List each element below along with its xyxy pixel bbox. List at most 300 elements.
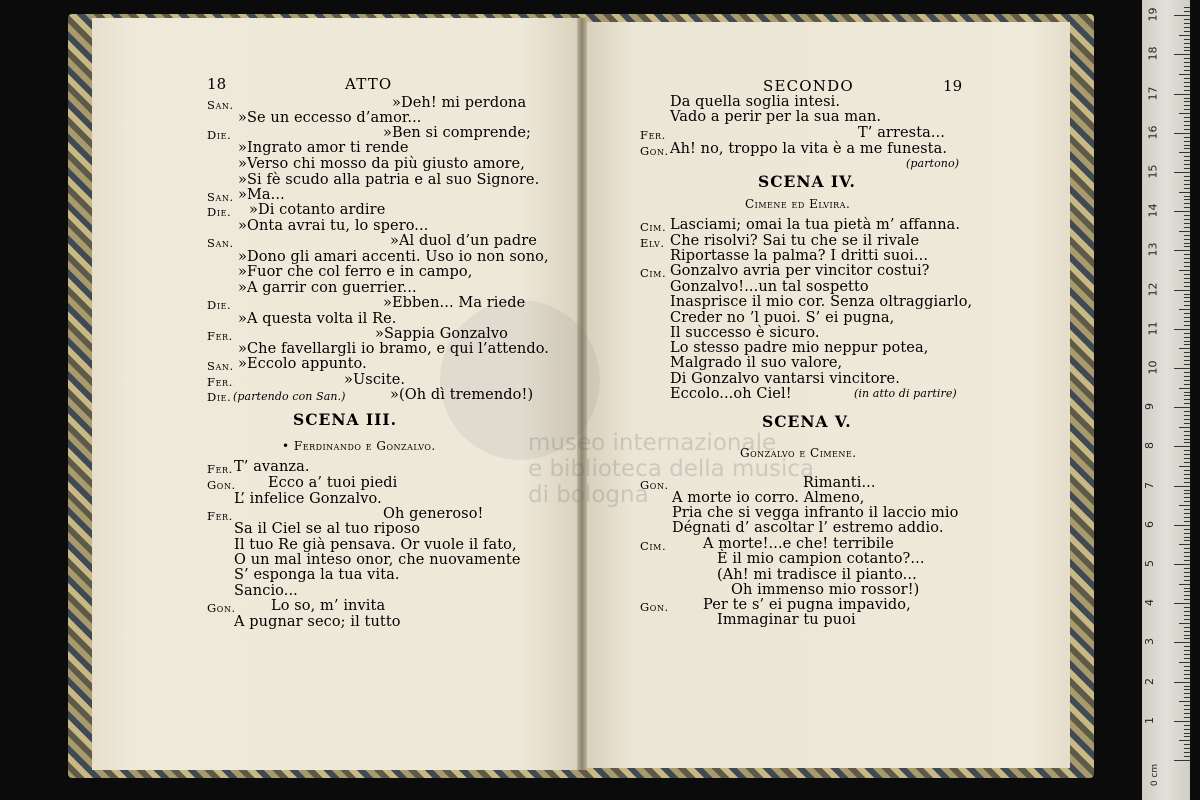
ruler-tick [1184,364,1190,365]
ruler-number: 3 [1143,638,1156,646]
verse-line: »Ingrato amor ti rende [238,140,409,156]
ruler-tick [1184,521,1190,522]
verse-line: Lo so, m’ invita [271,598,386,614]
ruler-number: 2 [1143,677,1156,685]
verse-line: Gonzalvo!...un tal sospetto [670,279,869,295]
ruler-tick [1184,497,1190,498]
ruler-tick [1179,152,1190,153]
ruler-tick [1184,360,1190,361]
verse-line: (Ah! mi tradisce il pianto... [717,567,917,583]
ruler-tick [1184,105,1190,106]
ruler-tick [1184,356,1190,357]
ruler-tick [1184,164,1190,165]
ruler-number: 8 [1143,442,1156,450]
verse-line: Pria che si vegga infranto il laccio mio [672,505,959,521]
measuring-ruler [1142,0,1190,800]
verse-line: »Di cotanto ardire [249,202,386,218]
ruler-tick [1184,317,1190,318]
ruler-number: 19 [1146,7,1160,22]
ruler-tick [1179,348,1190,349]
ruler-tick [1184,490,1190,491]
verse-line: »Fuor che col ferro e in campo, [238,264,473,280]
speaker-label: Cim. [640,220,667,234]
ruler-tick [1184,156,1190,157]
verse-line: »A garrir con guerrier... [238,280,417,296]
ruler-tick [1184,638,1190,639]
verse-line: Per te s’ ei pugna impavido, [703,597,911,613]
ruler-number: 1 [1143,716,1156,724]
ruler-tick [1184,431,1190,432]
verse-line: O un mal inteso onor, che nuovamente [234,552,521,568]
ruler-tick [1179,701,1190,702]
ruler-tick [1184,184,1190,185]
ruler-tick [1174,525,1190,526]
stage-direction: (partono) [906,157,960,170]
ruler-number: 5 [1143,560,1156,567]
ruler-number: 16 [1146,125,1160,140]
speaker-label: Gon. [640,144,669,158]
verse-line: Riportasse la palma? I dritti suoi... [670,248,929,264]
ruler-tick [1184,439,1190,440]
ruler-tick [1184,611,1190,612]
verse-line: »Ben si comprende; [383,125,532,141]
speaker-label: Die. [207,390,232,404]
ruler-tick [1184,39,1190,40]
verse-line: Che risolvi? Sai tu che se il rivale [670,233,920,249]
stage-direction: (partendo con San.) [233,390,346,403]
verse-line: S’ esponga la tua vita. [234,567,400,583]
ruler-tick [1184,540,1190,541]
verse-line: »Uscite. [344,372,406,388]
ruler-tick [1184,686,1190,687]
ruler-tick [1179,505,1190,506]
verse-line: T’ arresta... [858,125,946,141]
ruler-tick [1184,90,1190,91]
ruler-tick [1184,137,1190,138]
ruler-tick [1184,372,1190,373]
verse-line: È il mio campion cotanto?... [717,551,925,567]
ruler-tick [1184,219,1190,220]
ruler-tick [1184,697,1190,698]
ruler-tick [1184,556,1190,557]
scene-cast: Cimene ed Elvira. [745,197,851,211]
ruler-number: 13 [1146,242,1160,257]
ruler-tick [1184,619,1190,620]
verse-line: Ecco a’ tuoi piedi [268,475,398,491]
verse-line: Da quella soglia intesi. [670,94,841,110]
verse-line: Gonzalvo avria per vincitor costui? [670,263,930,279]
ruler-tick [1184,19,1190,20]
ruler-tick [1179,740,1190,741]
ruler-number: 17 [1146,86,1160,101]
ruler-tick [1179,270,1190,271]
ruler-tick [1184,482,1190,483]
watermark-line: museo internazionale [528,430,777,456]
ruler-tick [1184,243,1190,244]
ruler-tick [1184,627,1190,628]
ruler-tick [1184,736,1190,737]
ruler-tick [1184,572,1190,573]
verse-line: Il tuo Re già pensava. Or vuole il fato, [234,537,517,553]
verse-line: »Verso chi mosso da più giusto amore, [238,156,525,172]
ruler-tick [1184,86,1190,87]
ruler-tick [1174,211,1190,212]
verse-line: A pugnar seco; il tutto [234,614,401,630]
ruler-tick [1179,231,1190,232]
ruler-tick [1184,654,1190,655]
ruler-tick [1179,544,1190,545]
ruler-tick [1184,729,1190,730]
ruler-tick [1179,662,1190,663]
ruler-tick [1184,27,1190,28]
verse-line: »(Oh dì tremendo!) [390,387,534,403]
ruler-tick [1184,266,1190,267]
ruler-tick [1184,537,1190,538]
ruler-tick [1184,141,1190,142]
speaker-label: San. [207,98,234,112]
ruler-tick [1179,192,1190,193]
ruler-tick [1184,254,1190,255]
ruler-tick [1174,172,1190,173]
verse-line: Ah! no, troppo la vita è a me funesta. [670,141,948,157]
ruler-tick [1184,713,1190,714]
verse-line: »Eccolo appunto. [238,356,367,372]
verse-line: Malgrado il suo valore, [670,355,843,371]
ruler-tick [1184,168,1190,169]
ruler-number: 14 [1146,203,1160,218]
ruler-tick [1184,160,1190,161]
speaker-label: Fer. [207,462,233,476]
ruler-tick [1184,423,1190,424]
ruler-tick [1184,82,1190,83]
ruler-tick [1184,658,1190,659]
speaker-label: Gon. [640,600,669,614]
ruler-tick [1179,74,1190,75]
speaker-label: Gon. [640,478,669,492]
ruler-number: 9 [1143,403,1156,411]
ruler-tick [1184,78,1190,79]
speaker-label: Fer. [207,509,233,523]
verse-line: »Al duol d’un padre [390,233,537,249]
ruler-tick [1184,98,1190,99]
ruler-tick [1184,392,1190,393]
scene-cast: Gonzalvo e Cimene. [740,446,857,460]
scene-title: SCENA V. [762,412,852,431]
speaker-label: Gon. [207,601,236,615]
verse-line: »Deh! mi perdona [392,95,527,111]
ruler-tick [1184,239,1190,240]
verse-line: »Sappia Gonzalvo [375,326,508,342]
ruler-tick [1184,615,1190,616]
speaker-label: San. [207,236,234,250]
ruler-tick [1184,709,1190,710]
ruler-tick [1184,294,1190,295]
ruler-tick [1184,646,1190,647]
verse-line: Creder no ’l puoi. S’ ei pugna, [670,310,895,326]
verse-line: Sa il Ciel se al tuo riposo [234,521,421,537]
ruler-tick [1184,744,1190,745]
verse-line: Il successo è sicuro. [670,325,820,341]
page-number: 18 [207,75,227,93]
ruler-tick [1184,148,1190,149]
ruler-tick [1184,395,1190,396]
ruler-tick [1184,599,1190,600]
ruler-tick [1184,227,1190,228]
ruler-tick [1184,117,1190,118]
ruler-tick [1184,341,1190,342]
verse-line: Sancio... [234,583,298,599]
verse-line: »Onta avrai tu, lo spero... [238,218,429,234]
verse-line: A morte io corro. Almeno, [672,490,865,506]
ruler-tick [1184,376,1190,377]
ruler-tick [1184,650,1190,651]
ruler-tick [1184,580,1190,581]
ruler-tick [1184,101,1190,102]
ruler-tick [1179,388,1190,389]
ruler-tick [1174,133,1190,134]
ruler-tick [1184,560,1190,561]
ruler-tick [1174,329,1190,330]
speaker-label: Elv. [640,236,665,250]
ruler-tick [1174,250,1190,251]
ruler-tick [1184,666,1190,667]
running-head: ATTO [345,75,393,93]
ruler-number: 12 [1146,282,1160,297]
ruler-tick [1184,321,1190,322]
ruler-tick [1184,635,1190,636]
ruler-tick [1184,203,1190,204]
ruler-tick [1184,246,1190,247]
ruler-tick [1184,352,1190,353]
ruler-number: 10 [1146,360,1160,375]
ruler-number: 4 [1143,599,1156,607]
verse-line: Oh generoso! [383,506,484,522]
ruler-tick [1184,11,1190,12]
ruler-tick [1174,54,1190,55]
ruler-tick [1184,674,1190,675]
ruler-tick [1184,756,1190,757]
ruler-tick [1179,623,1190,624]
ruler-tick [1184,215,1190,216]
ruler-tick [1184,454,1190,455]
watermark-line: di bologna [528,482,649,508]
verse-line: Rimanti... [803,475,876,491]
ruler-unit: 0 cm [1150,763,1161,787]
ruler-tick [1184,7,1190,8]
ruler-tick [1184,109,1190,110]
verse-line: A morte!...e che! terribile [703,536,894,552]
ruler-tick [1184,399,1190,400]
ruler-number: 7 [1143,481,1156,489]
ruler-tick [1174,15,1190,16]
ruler-tick [1184,474,1190,475]
speaker-label: Fer. [207,329,233,343]
ruler-tick [1174,760,1190,761]
ruler-tick [1184,223,1190,224]
ruler-tick [1184,517,1190,518]
ruler-tick [1184,333,1190,334]
ruler-tick [1179,584,1190,585]
verse-line: »Ma... [238,187,285,203]
ruler-tick [1184,58,1190,59]
ruler-tick [1184,552,1190,553]
ruler-tick [1184,670,1190,671]
verse-line: Di Gonzalvo vantarsi vincitore. [670,371,900,387]
ruler-tick [1184,509,1190,510]
verse-line: »Che favellargli io bramo, e qui l’attendo. [238,341,550,357]
ruler-tick [1184,733,1190,734]
ruler-tick [1174,407,1190,408]
ruler-number: 6 [1143,520,1156,528]
ruler-tick [1184,419,1190,420]
ruler-tick [1184,403,1190,404]
ruler-tick [1184,43,1190,44]
speaker-label: Gon. [207,478,236,492]
ruler-tick [1184,66,1190,67]
ruler-tick [1184,548,1190,549]
ruler-tick [1179,466,1190,467]
ruler-tick [1184,411,1190,412]
ruler-tick [1184,282,1190,283]
ruler-tick [1184,50,1190,51]
ruler-tick [1184,384,1190,385]
scene-title: SCENA III. [293,410,398,429]
ruler-tick [1184,478,1190,479]
ruler-tick [1184,568,1190,569]
speaker-label: Die. [207,205,232,219]
verse-line: »Dono gli amari accenti. Uso io non sono, [238,249,549,265]
ruler-tick [1184,705,1190,706]
ruler-tick [1184,717,1190,718]
ruler-tick [1184,325,1190,326]
ruler-tick [1184,529,1190,530]
ruler-tick [1184,70,1190,71]
ruler-tick [1184,588,1190,589]
ruler-tick [1184,513,1190,514]
watermark-line: e biblioteca della musica [528,456,815,482]
ruler-tick [1184,145,1190,146]
ruler-tick [1184,693,1190,694]
ruler-tick [1184,125,1190,126]
ruler-tick [1184,501,1190,502]
verse-line: »Si fè scudo alla patria e al suo Signore. [238,172,540,188]
ruler-tick [1184,470,1190,471]
ruler-tick [1184,62,1190,63]
ruler-tick [1174,642,1190,643]
ruler-tick [1184,129,1190,130]
ruler-tick [1184,458,1190,459]
ruler-tick [1184,725,1190,726]
ruler-tick [1184,199,1190,200]
speaker-label: Cim. [640,539,667,553]
verse-line: Vado a perir per la sua man. [670,109,882,125]
ruler-tick [1179,309,1190,310]
scene-cast-text: Ferdinando e Gonzalvo. [293,439,436,453]
ruler-tick [1174,603,1190,604]
ruler-number: 11 [1146,321,1160,336]
speaker-label: Fer. [207,375,233,389]
ruler-tick [1174,486,1190,487]
ruler-tick [1184,301,1190,302]
ruler-tick [1184,415,1190,416]
page-number: 19 [943,77,963,95]
verse-line: »Ebben... Ma riede [383,295,526,311]
ruler-tick [1184,176,1190,177]
ruler-tick [1184,607,1190,608]
ruler-tick [1184,121,1190,122]
ruler-tick [1184,23,1190,24]
ruler-tick [1179,113,1190,114]
speaker-label: San. [207,190,234,204]
ruler-tick [1184,678,1190,679]
speaker-label: Die. [207,128,232,142]
ruler-tick [1184,278,1190,279]
ruler-tick [1174,682,1190,683]
speaker-label: San. [207,359,234,373]
verse-line: Lasciami; omai la tua pietà m’ affanna. [670,217,961,233]
ruler-tick [1184,196,1190,197]
ruler-tick [1184,576,1190,577]
speaker-label: Fer. [640,128,666,142]
ruler-tick [1184,297,1190,298]
ruler-tick [1184,435,1190,436]
ruler-tick [1184,337,1190,338]
ruler-tick [1184,591,1190,592]
ruler-tick [1184,305,1190,306]
speaker-label: Die. [207,298,232,312]
ruler-tick [1174,564,1190,565]
ruler-tick [1184,235,1190,236]
ruler-tick [1184,207,1190,208]
ruler-tick [1174,721,1190,722]
ruler-tick [1184,31,1190,32]
verse-line: Immaginar tu puoi [717,612,856,628]
verse-line: »Se un eccesso d’amor... [238,110,422,126]
ruler-tick [1184,344,1190,345]
ruler-tick [1184,533,1190,534]
ruler-tick [1179,35,1190,36]
ruler-tick [1184,313,1190,314]
ruler-number: 15 [1146,164,1160,179]
ruler-tick [1184,450,1190,451]
verse-line: Oh immenso mio rossor!) [731,582,920,598]
verse-line: Eccolo...oh Ciel! [670,386,792,402]
ruler-tick [1184,752,1190,753]
scene-cast: • Ferdinando e Gonzalvo. [282,439,436,453]
ruler-tick [1184,493,1190,494]
ruler-tick [1184,180,1190,181]
verse-line: Dégnati d’ ascoltar l’ estremo addio. [672,520,944,536]
speaker-label: Cim. [640,266,667,280]
ruler-tick [1174,368,1190,369]
verse-line: Lo stesso padre mio neppur potea, [670,340,929,356]
ruler-tick [1184,380,1190,381]
verse-line: T’ avanza. [234,459,310,475]
ruler-tick [1184,258,1190,259]
ruler-tick [1174,290,1190,291]
ruler-tick [1184,631,1190,632]
ruler-tick [1184,442,1190,443]
ruler-tick [1184,748,1190,749]
verse-line: Inasprisce il mio cor. Senza oltraggiarlo, [670,294,973,310]
running-head: SECONDO [763,77,854,95]
ruler-tick [1179,427,1190,428]
ruler-number: 18 [1146,46,1160,61]
ruler-tick [1184,188,1190,189]
verse-line: »A questa volta il Re. [238,311,397,327]
ruler-tick [1184,462,1190,463]
scene-title: SCENA IV. [758,172,856,191]
